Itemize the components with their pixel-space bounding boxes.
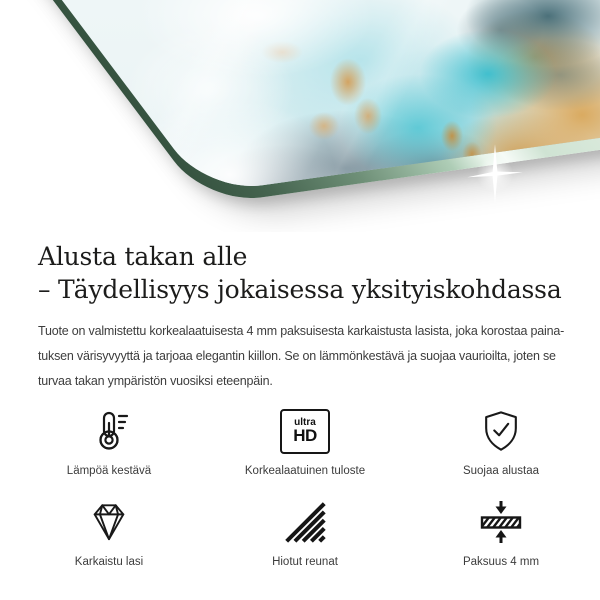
feature-label: Hiotut reunat	[272, 556, 338, 568]
feature-label: Suojaa alustaa	[462, 465, 540, 477]
feature-protects-base	[408, 408, 594, 477]
description-line: Tuote on valmistettu korkealaatuisesta 4 mm paksuisesta karkaistusta lasista, joka korostaa paina-	[38, 324, 565, 338]
page-title-line1: Alusta takan alle	[38, 242, 248, 271]
feature-label: Lämpöä kestävä	[66, 465, 152, 477]
description-line: tuksen värisyvyyttä ja tarjoaa elegantin kiillon. Se on lämmönkestävä ja suojaa vaurioilta, joten se	[38, 349, 556, 363]
thermometer-icon	[87, 408, 131, 454]
description-line: turvaa takan ympäristön vuosiksi eteenpäin.	[38, 374, 273, 388]
thickness-icon	[478, 499, 524, 545]
product-description	[38, 319, 565, 394]
page-title-line2: – Täydellisyys jokaisessa yksityiskohdassa	[38, 275, 562, 304]
glass-panel	[0, 0, 600, 193]
feature-grid	[16, 408, 600, 568]
feature-label: Paksuus 4 mm	[462, 556, 540, 568]
shield-check-icon	[479, 408, 523, 454]
feature-ultra-hd-print	[212, 408, 398, 477]
feature-label: Korkealaatuinen tuloste	[244, 465, 366, 477]
feature-tempered-glass	[16, 499, 202, 568]
uhd-badge-top: ultra	[294, 417, 316, 428]
feature-label: Karkaistu lasi	[74, 556, 144, 568]
ultra-hd-icon	[280, 408, 330, 454]
diamond-icon	[86, 499, 132, 545]
polished-edges-icon	[283, 499, 327, 545]
product-hero-image	[0, 0, 600, 232]
feature-heat-resistant	[16, 408, 202, 477]
uhd-badge-bottom: HD	[293, 426, 317, 445]
feature-thickness	[408, 499, 594, 568]
marble-artwork	[0, 0, 600, 193]
page-title	[38, 240, 562, 306]
feature-polished-edges	[212, 499, 398, 568]
